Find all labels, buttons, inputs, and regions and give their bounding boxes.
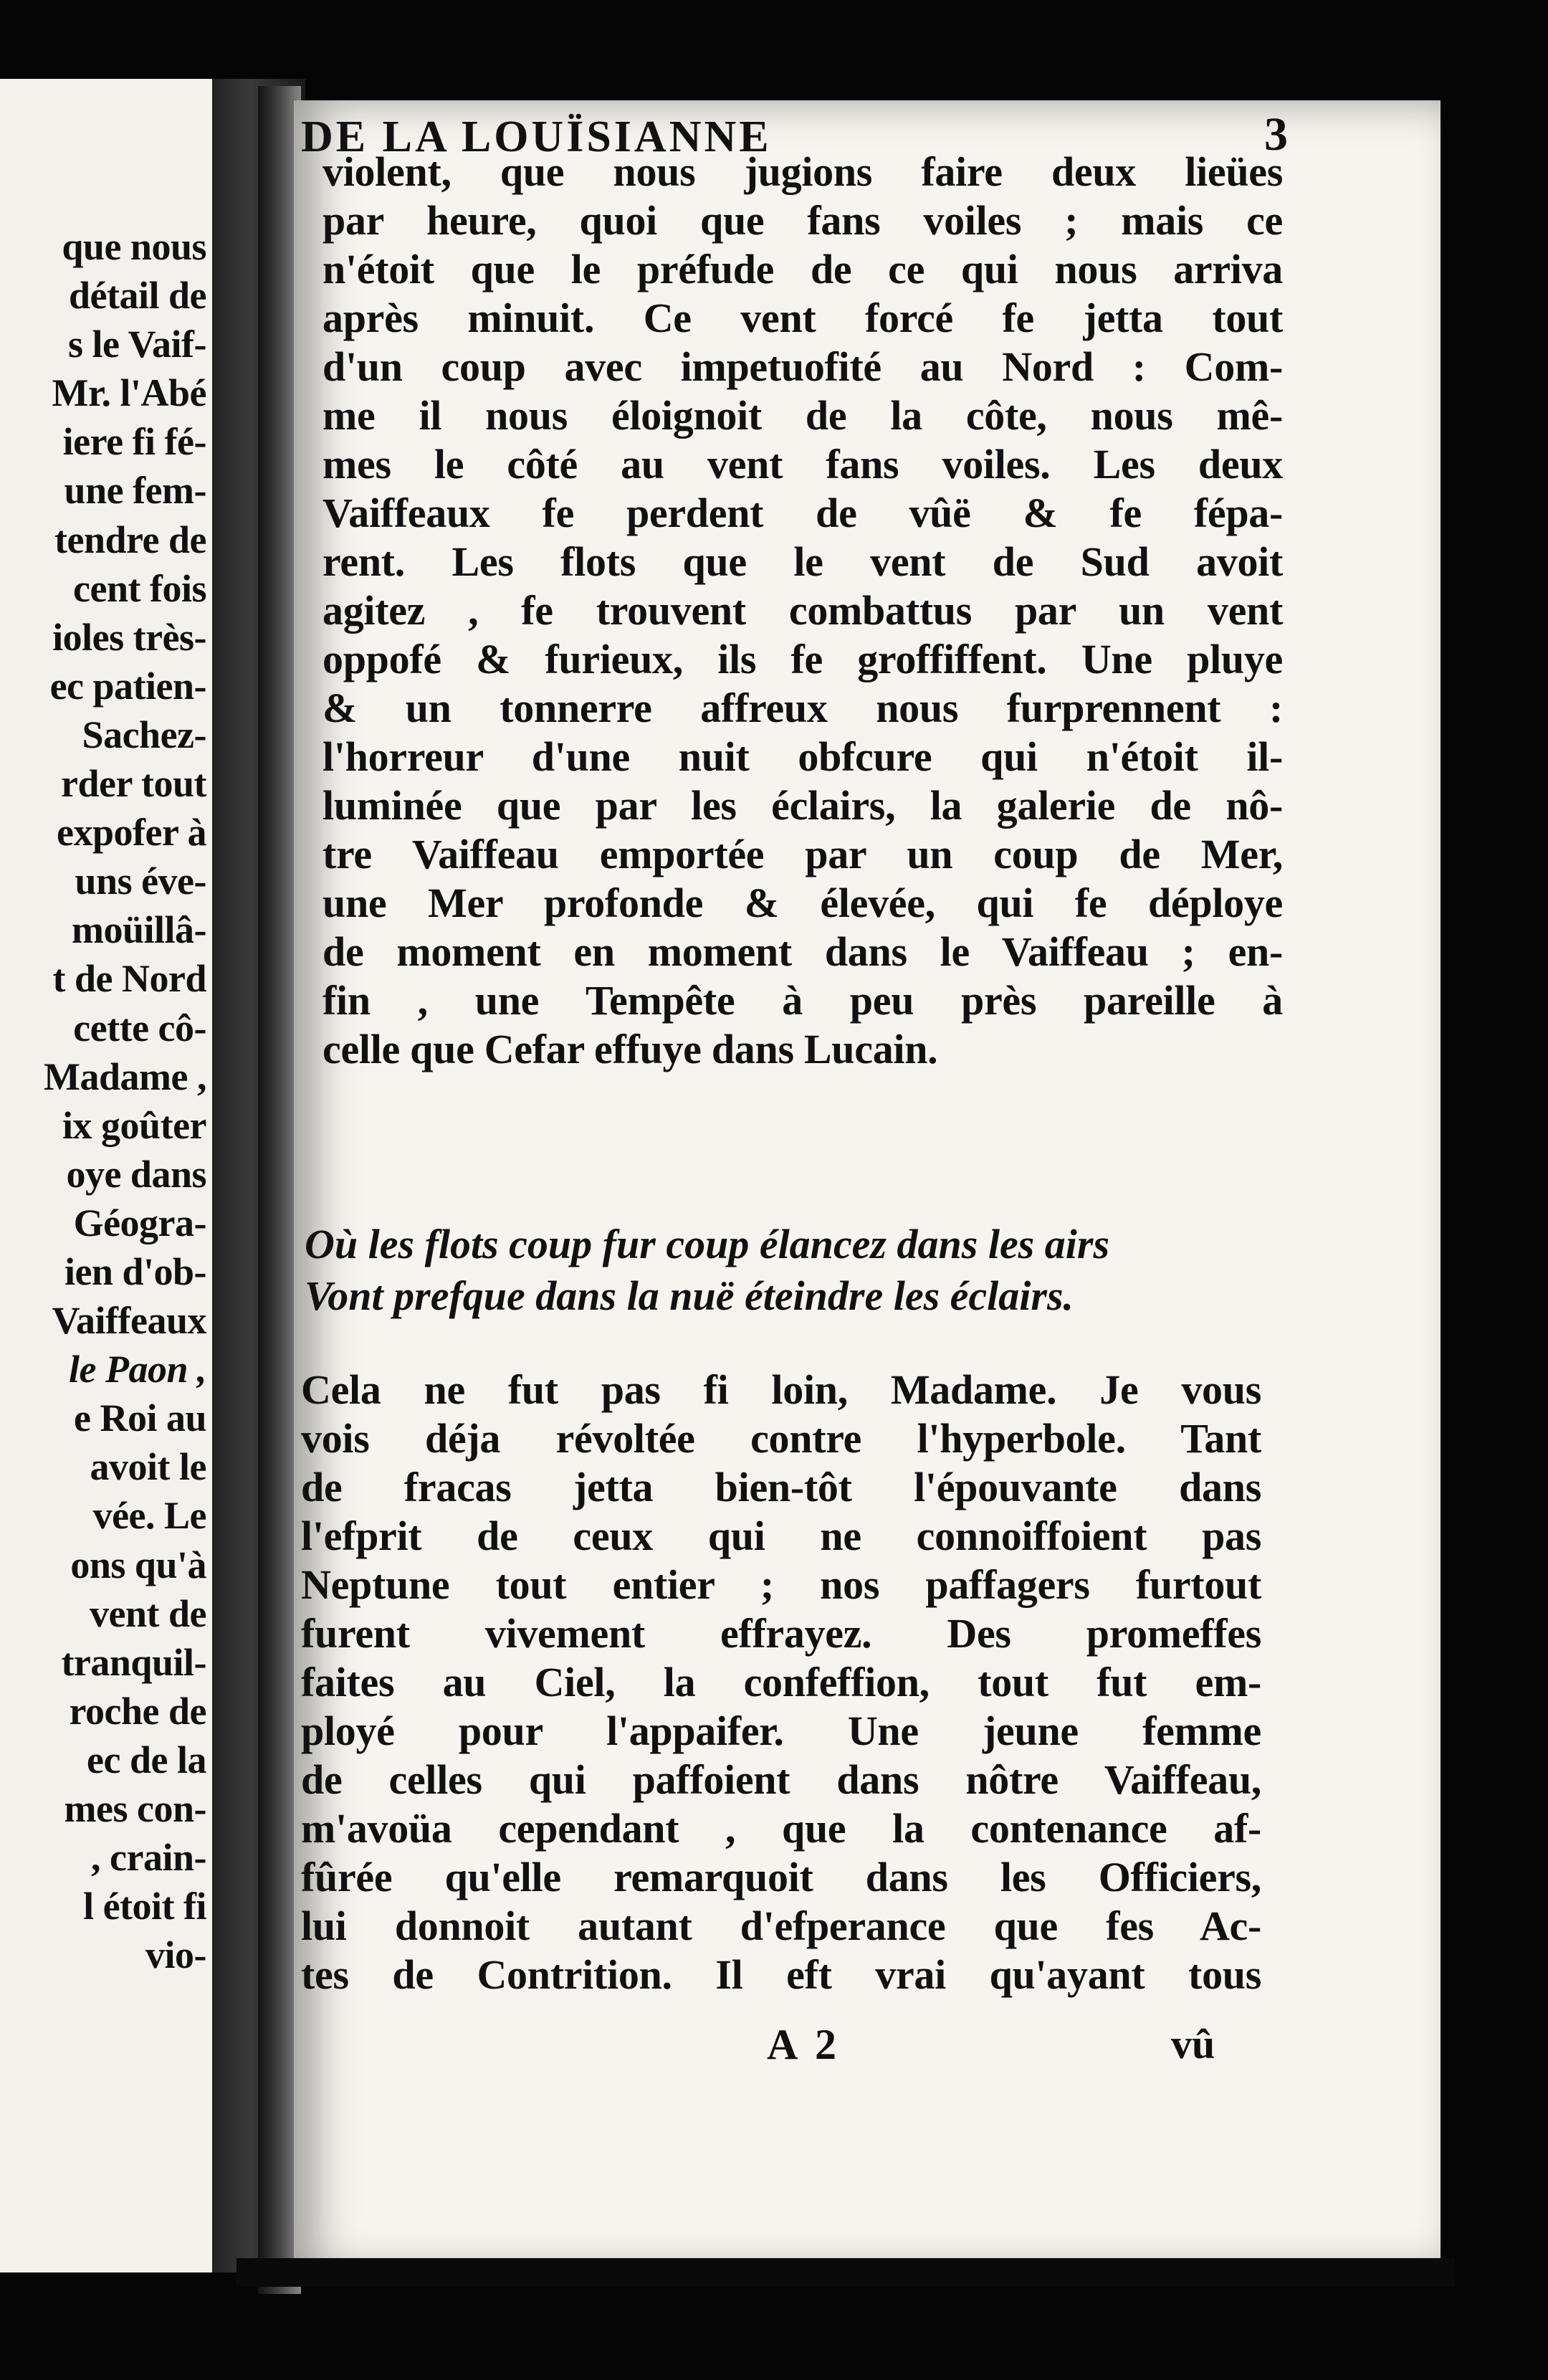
previous-page-line: l étoit fi <box>83 1885 206 1928</box>
previous-page-line: s le Vaif- <box>67 323 206 366</box>
previous-page-line: roche de <box>69 1689 206 1733</box>
previous-page-line: , crain- <box>91 1836 206 1880</box>
text-line: mes le côté au vent fans voiles. Les deux <box>322 441 1283 487</box>
body-text-part2 <box>301 1366 1261 1999</box>
text-line: fin , une Tempête à peu près pareille à <box>322 977 1283 1024</box>
previous-page-line: ec de la <box>87 1738 206 1781</box>
previous-page-line: vent de <box>90 1591 206 1635</box>
previous-page-line: uns éve- <box>75 860 206 903</box>
previous-page-line: oye dans <box>66 1152 206 1196</box>
text-line: d'un coup avec impetuofité au Nord : Com- <box>322 343 1283 390</box>
previous-page-line: expofer à <box>57 811 206 855</box>
previous-page-line: Géogra- <box>73 1201 206 1244</box>
previous-page-line: Madame , <box>44 1055 206 1098</box>
page-number: 3 <box>1264 108 1288 161</box>
bottom-shadow <box>236 2258 1455 2287</box>
previous-page-line: que nous <box>62 225 206 268</box>
text-line: de fracas jetta bien-tôt l'épouvante dans <box>301 1464 1261 1510</box>
previous-page-line: ien d'ob- <box>64 1250 206 1293</box>
body-text-part1 <box>322 148 1283 1074</box>
previous-page-line: moüillâ- <box>71 908 206 952</box>
previous-page-line: une fem- <box>64 469 206 513</box>
text-line: violent, que nous jugions faire deux lieües <box>322 148 1283 195</box>
previous-page-line: le Paon , <box>69 1348 206 1391</box>
previous-page-line: avoit le <box>90 1445 206 1489</box>
text-line: Neptune tout entier ; nos paffagers furtout <box>301 1561 1261 1608</box>
previous-page <box>0 79 212 2272</box>
previous-page-line: Vaiffeaux <box>52 1299 206 1343</box>
previous-page-line: détail de <box>69 274 206 318</box>
previous-page-line: rder tout <box>61 762 206 806</box>
previous-page-line: iere fi fé- <box>62 420 206 464</box>
text-line: Cela ne fut pas fi loin, Madame. Je vous <box>301 1366 1261 1413</box>
text-line: fûrée qu'elle remarquoit dans les Officiers, <box>301 1854 1261 1900</box>
catchword: vû <box>1171 2021 1215 2067</box>
text-line: ployé pour l'appaifer. Une jeune femme <box>301 1708 1261 1754</box>
text-line: celle que Cefar effuye dans Lucain. <box>322 1026 938 1072</box>
text-line: tre Vaiffeau emportée par un coup de Mer, <box>322 831 1283 877</box>
text-line: de moment en moment dans le Vaiffeau ; en- <box>322 928 1283 975</box>
text-line: l'efprit de ceux qui ne connoiffoient pas <box>301 1513 1261 1559</box>
previous-page-line: Mr. l'Abé <box>52 371 206 415</box>
text-line: après minuit. Ce vent forcé fe jetta tout <box>322 295 1283 341</box>
previous-page-line: ix goûter <box>62 1103 206 1147</box>
previous-page-line: e Roi au <box>74 1396 206 1440</box>
previous-page-line: ioles très- <box>52 615 206 659</box>
text-line: vois déja révoltée contre l'hyperbole. Tant <box>301 1415 1261 1462</box>
previous-page-line: vée. Le <box>92 1494 206 1538</box>
previous-page-line: cent fois <box>73 566 206 610</box>
text-line: tes de Contrition. Il eft vrai qu'ayant tous <box>301 1951 1261 1998</box>
text-line: me il nous éloignoit de la côte, nous mê- <box>322 392 1283 439</box>
text-line: lui donnoit autant d'efperance que fes Ac- <box>301 1903 1261 1949</box>
running-head-title: DE LA LOUÏSIANNE <box>301 113 772 161</box>
text-line: agitez , fe trouvent combattus par un vent <box>322 587 1283 634</box>
text-line: l'horreur d'une nuit obfcure qui n'étoit il- <box>322 733 1283 780</box>
text-line: n'étoit que le préfude de ce qui nous arriva <box>322 246 1283 292</box>
previous-page-line: tendre de <box>54 518 206 561</box>
verse-line: Où les flots coup fur coup élancez dans les airs <box>305 1221 1110 1267</box>
previous-page-line: t de Nord <box>52 957 206 1001</box>
previous-page-line: mes con- <box>64 1787 206 1830</box>
previous-page-text <box>0 222 206 1979</box>
previous-page-line: vio- <box>145 1933 206 1977</box>
text-line: m'avoüa cependant , que la contenance af- <box>301 1805 1261 1852</box>
text-line: & un tonnerre affreux nous furprennent : <box>322 685 1283 731</box>
verse-line: Vont prefque dans la nuë éteindre les éclairs. <box>305 1272 1074 1319</box>
previous-page-line: ons qu'à <box>70 1543 206 1586</box>
text-line: une Mer profonde & élevée, qui fe déploye <box>322 880 1283 926</box>
text-line: Vaiffeaux fe perdent de vûë & fe fépa- <box>322 490 1283 536</box>
text-line: de celles qui paffoient dans nôtre Vaiffeau, <box>301 1756 1261 1803</box>
text-line: faites au Ciel, la confeffion, tout fut em- <box>301 1659 1261 1705</box>
previous-page-line: cette cô- <box>73 1006 206 1049</box>
text-line: rent. Les flots que le vent de Sud avoit <box>322 538 1283 585</box>
text-line: furent vivement effrayez. Des promeffes <box>301 1610 1261 1657</box>
signature-mark: A 2 <box>767 2021 841 2068</box>
previous-page-line: tranquil- <box>61 1640 206 1684</box>
text-line: oppofé & furieux, ils fe groffiffent. Une pluye <box>322 636 1283 682</box>
verse-quotation <box>305 1219 1251 1322</box>
text-line: par heure, quoi que fans voiles ; mais ce <box>322 197 1283 244</box>
previous-page-line: ec patien- <box>49 664 206 708</box>
text-line: luminée que par les éclairs, la galerie de nô- <box>322 782 1283 829</box>
previous-page-line: Sachez- <box>82 713 206 756</box>
